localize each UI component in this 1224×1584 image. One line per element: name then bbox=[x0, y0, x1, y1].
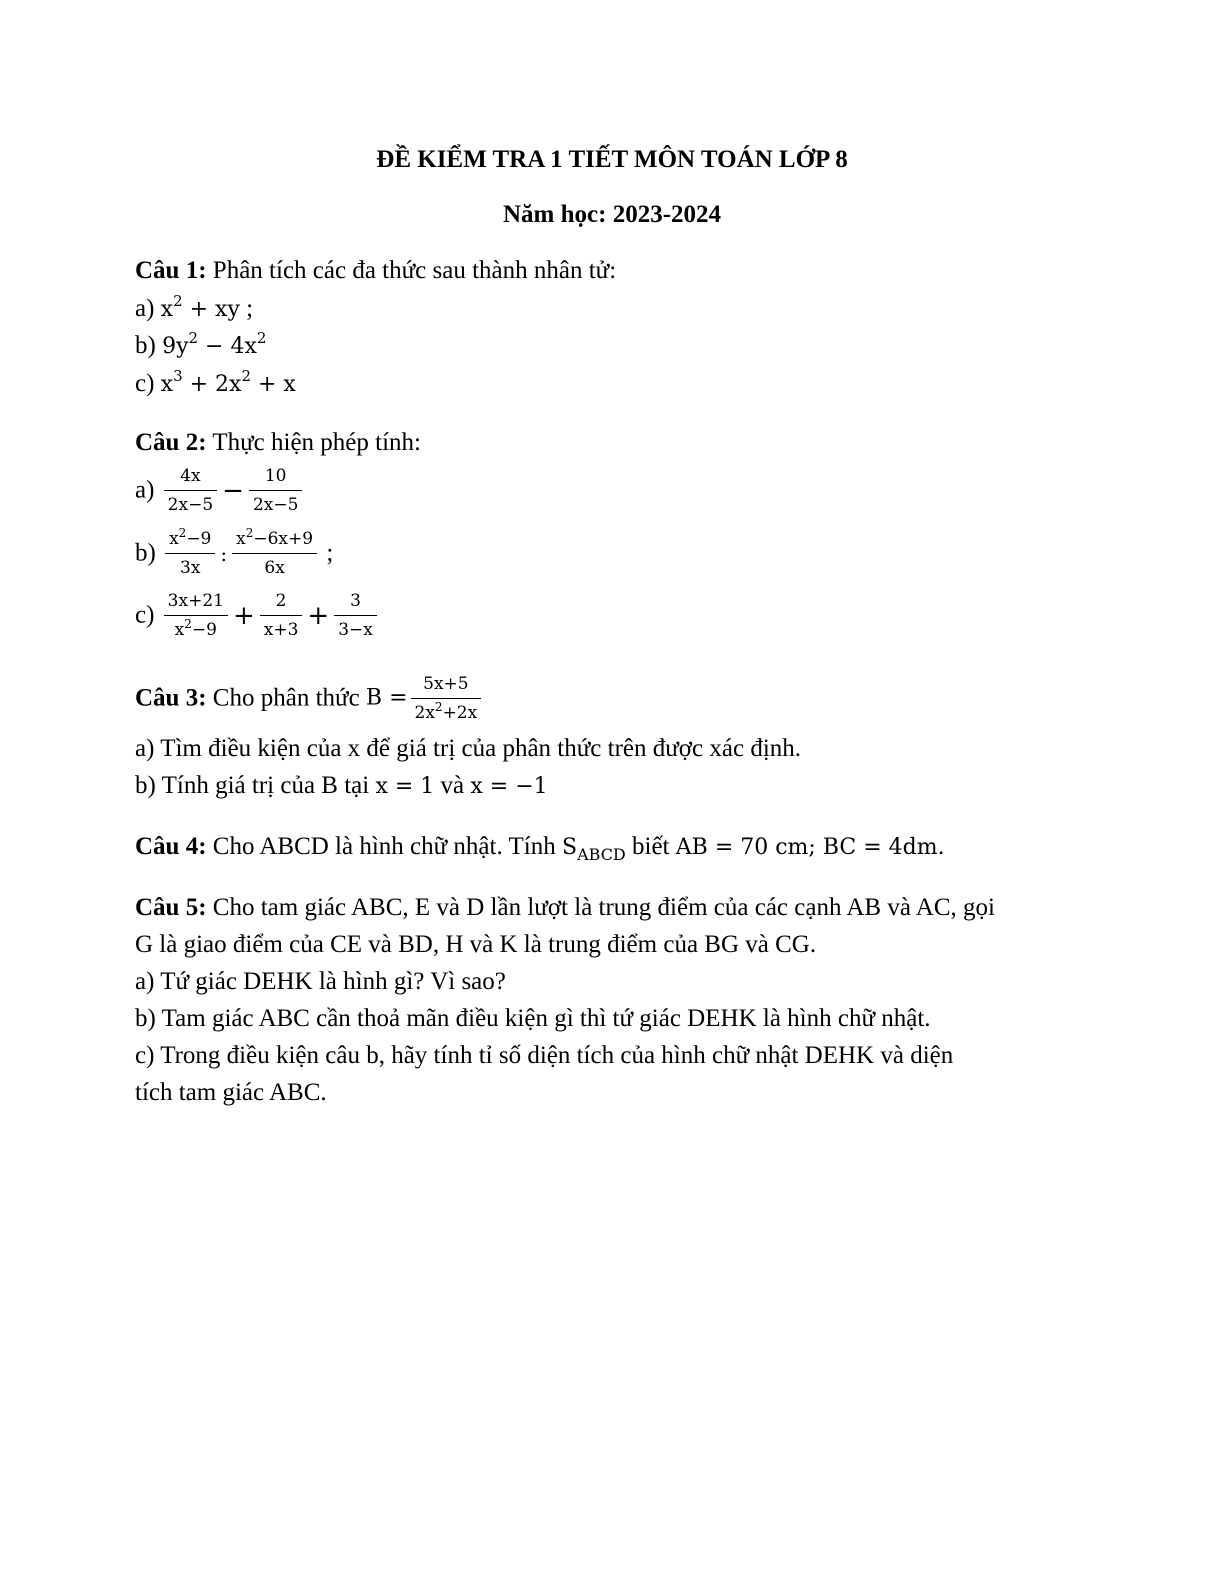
question-1 bbox=[135, 256, 616, 286]
question-5-line-2: G là giao điểm của CE và BD, H và K là trung điểm của BG và CG. bbox=[135, 931, 817, 958]
expression-1a: $x^2$ + xy bbox=[160, 292, 240, 322]
fraction: $\frac{3}{3-x}$ bbox=[334, 590, 377, 641]
expression-1c: $x^3 + 2x^2 + x$ bbox=[160, 367, 296, 397]
fraction: $\frac{3x+21}{x^2-9}$ bbox=[164, 590, 228, 641]
fraction: $\frac{x^2-9}{3x}$ bbox=[165, 528, 215, 579]
question-2b: b) $\frac{x^2-9}{3x}$ : $\frac{x^2-6x+9}{6x}$ ; bbox=[135, 526, 334, 578]
question-5b: b) Tam giác ABC cần thoả mãn điều kiện gì thì tứ giác DEHK là hình chữ nhật. bbox=[135, 1005, 931, 1032]
question-4: Câu 4: Cho ABCD là hình chữ nhật. Tính $S_{ABCD}$ biết AB = 70 cm; BC = 4dm. bbox=[135, 833, 945, 864]
question-5-label: Câu 5: bbox=[135, 894, 207, 921]
question-3-label: Câu 3: bbox=[135, 684, 207, 712]
fraction: $\frac{x^2-6x+9}{6x}$ bbox=[232, 528, 317, 579]
question-3a: a) Tìm điều kiện của x để giá trị của phân thức trên được xác định. bbox=[135, 735, 802, 762]
question-2-text: Thực hiện phép tính: bbox=[206, 429, 421, 456]
question-3b: b) Tính giá trị của B tại x = 1 và x = −1 bbox=[135, 772, 548, 799]
question-1c: c) $x^3 + 2x^2 + x$ bbox=[135, 367, 296, 397]
question-1b: b) $9y^2 - 4x^2$ bbox=[135, 329, 267, 359]
question-2c: c) $\frac{3x+21}{x^2-9}$ + $\frac{2}{x+3}$ + $\frac{3}{3-x}$ bbox=[135, 590, 380, 641]
school-year: Năm học: 2023-2024 bbox=[502, 201, 722, 228]
question-5c-line-2: tích tam giác ABC. bbox=[135, 1079, 327, 1106]
question-4-label: Câu 4: bbox=[135, 833, 207, 860]
question-2-label: Câu 2: bbox=[135, 429, 207, 456]
question-5: Câu 5: Cho tam giác ABC, E và D lần lượt là trung điểm của các cạnh AB và AC, gọi bbox=[135, 894, 995, 921]
question-1-text: Phân tích các đa thức sau thành nhân tử: bbox=[206, 257, 617, 284]
question-5c: c) Trong điều kiện câu b, hãy tính tỉ số diện tích của hình chữ nhật DEHK và diện bbox=[135, 1042, 954, 1069]
fraction: $\frac{2}{x+3}$ bbox=[260, 590, 303, 641]
document-title: ĐỀ KIỂM TRA 1 TIẾT MÔN TOÁN LỚP 8 bbox=[376, 146, 848, 173]
fraction: $\frac{4x}{2x-5}$ bbox=[164, 465, 217, 516]
question-3-text: Cho phân thức bbox=[206, 684, 366, 712]
expression-1b: $9y^2 - 4x^2$ bbox=[162, 329, 267, 359]
question-1a: a) $x^2$ + xy ; bbox=[135, 292, 254, 322]
question-2 bbox=[135, 428, 421, 458]
fraction: $\frac{10}{2x-5}$ bbox=[249, 465, 302, 516]
question-1-label: Câu 1: bbox=[135, 257, 207, 284]
question-2a: a) $\frac{4x}{2x-5}$ − $\frac{10}{2x-5}$ bbox=[135, 465, 305, 516]
fraction-b: $\frac{5x+5}{2x^2+2x}$ bbox=[411, 673, 482, 724]
question-5a: a) Tứ giác DEHK là hình gì? Vì sao? bbox=[135, 968, 506, 995]
question-3: Câu 3: Cho phân thức B = $\frac{5x+5}{2x^2+2x}$ bbox=[135, 673, 484, 724]
